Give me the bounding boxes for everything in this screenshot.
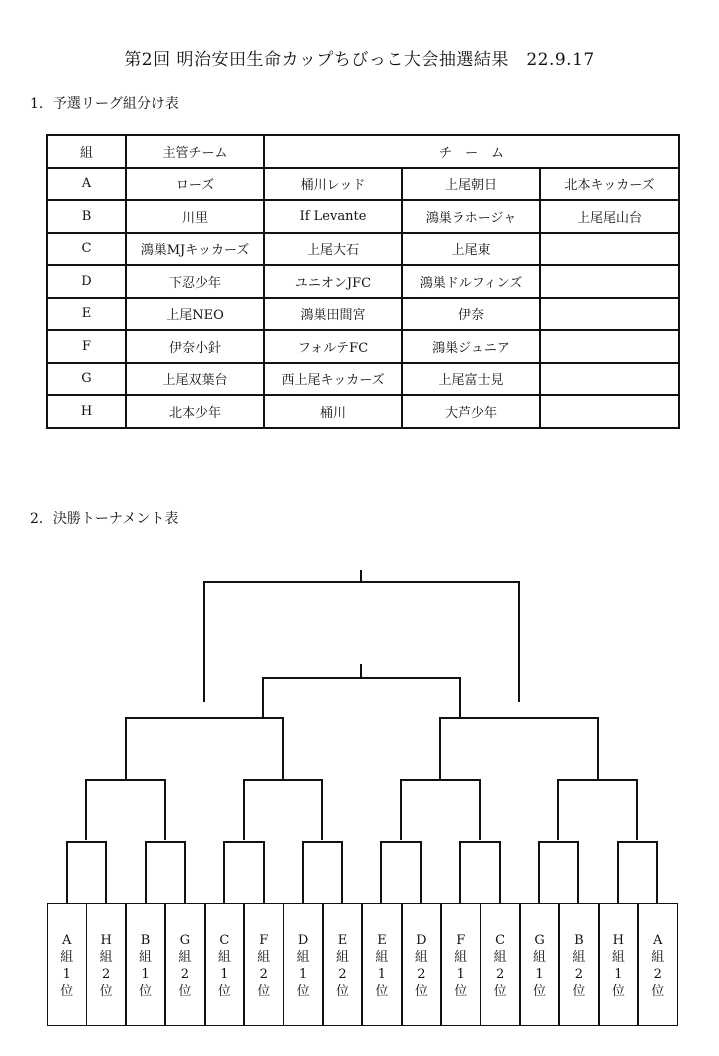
bracket-slot <box>480 903 520 1026</box>
bracket-slot-label: D組1位 <box>296 933 310 999</box>
bracket-line-r8-2 <box>244 780 322 840</box>
host-cell: 上尾双葉台 <box>126 363 264 396</box>
header-teams: チ ー ム <box>264 135 679 168</box>
bracket-slot-label: F組2位 <box>257 933 271 999</box>
team-cell: 桶川レッド <box>264 168 402 201</box>
table-row <box>47 395 679 428</box>
group-cell: D <box>47 265 126 298</box>
bracket-slot-label: H組1位 <box>611 933 625 999</box>
team-cell: 北本キッカーズ <box>540 168 679 201</box>
bracket-slot-label: C組1位 <box>217 933 231 999</box>
bracket-line-quarter-left <box>126 718 283 780</box>
bracket-line-semifinal <box>204 582 519 702</box>
group-table <box>46 134 680 429</box>
bracket-slot <box>205 903 245 1026</box>
bracket-line-r16-5 <box>381 842 421 903</box>
bracket-slot <box>126 903 166 1026</box>
team-cell: 上尾富士見 <box>402 363 540 396</box>
bracket-slot <box>402 903 442 1026</box>
bracket-slot <box>520 903 560 1026</box>
header-group: 組 <box>47 135 126 168</box>
section-label-group-league: 1．予選リーグ組分け表 <box>30 96 179 112</box>
team-cell <box>540 265 679 298</box>
bracket-line-r8-3 <box>401 780 480 840</box>
team-cell: 伊奈 <box>402 298 540 331</box>
bracket-slot-label: E組2位 <box>336 933 350 999</box>
bracket-slot-label: F組1位 <box>454 933 468 999</box>
bracket-line-r8-1 <box>86 780 165 840</box>
team-cell: 西上尾キッカーズ <box>264 363 402 396</box>
host-cell: 上尾NEO <box>126 298 264 331</box>
bracket-line-r16-1 <box>67 842 106 903</box>
host-cell: 川里 <box>126 200 264 233</box>
team-cell: ユニオンJFC <box>264 265 402 298</box>
group-cell: C <box>47 233 126 266</box>
team-cell: フォルテFC <box>264 330 402 363</box>
table-row <box>47 298 679 331</box>
bracket-slot <box>323 903 363 1026</box>
bracket-line-r8-4 <box>558 780 637 840</box>
team-cell: 上尾朝日 <box>402 168 540 201</box>
team-cell: 大芦少年 <box>402 395 540 428</box>
bracket-line-third-place <box>263 678 460 718</box>
bracket-slot-label: E組1位 <box>375 933 389 999</box>
group-cell: B <box>47 200 126 233</box>
bracket-slot-label: A組2位 <box>651 933 665 999</box>
bracket-slot <box>244 903 284 1026</box>
team-cell: 鴻巣ジュニア <box>402 330 540 363</box>
host-cell: 鴻巣MJキッカーズ <box>126 233 264 266</box>
group-cell: A <box>47 168 126 201</box>
table-row <box>47 330 679 363</box>
bracket-line-r16-2 <box>146 842 185 903</box>
team-cell: 上尾東 <box>402 233 540 266</box>
bracket-slot <box>47 903 87 1026</box>
bracket-line-r16-3 <box>224 842 264 903</box>
team-cell: 桶川 <box>264 395 402 428</box>
host-cell: ローズ <box>126 168 264 201</box>
bracket-line-quarter-right <box>440 718 598 780</box>
table-row <box>47 265 679 298</box>
bracket-slot <box>165 903 205 1026</box>
bracket-slot-label: A組1位 <box>60 933 74 999</box>
bracket-slot-label: B組2位 <box>572 933 586 999</box>
team-cell: 鴻巣ドルフィンズ <box>402 265 540 298</box>
bracket-slot <box>599 903 639 1026</box>
header-host-team: 主管チーム <box>126 135 264 168</box>
bracket-line-r16-7 <box>539 842 578 903</box>
bracket-line-r16-6 <box>460 842 500 903</box>
team-cell <box>540 395 679 428</box>
team-cell <box>540 298 679 331</box>
team-cell: 上尾尾山台 <box>540 200 679 233</box>
group-cell: G <box>47 363 126 396</box>
team-cell <box>540 233 679 266</box>
bracket-slot-label: G組2位 <box>178 933 192 999</box>
team-cell: 鴻巣田間宮 <box>264 298 402 331</box>
table-row <box>47 363 679 396</box>
group-cell: H <box>47 395 126 428</box>
bracket-slot-label: B組1位 <box>139 933 153 999</box>
host-cell: 北本少年 <box>126 395 264 428</box>
team-cell <box>540 330 679 363</box>
group-cell: E <box>47 298 126 331</box>
team-cell <box>540 363 679 396</box>
team-cell: 鴻巣ラホージャ <box>402 200 540 233</box>
table-header-row <box>47 135 679 168</box>
tournament-bracket <box>0 560 719 905</box>
bracket-slot <box>559 903 599 1026</box>
table-row <box>47 200 679 233</box>
bracket-slot-label: G組1位 <box>533 933 547 999</box>
group-cell: F <box>47 330 126 363</box>
bracket-slot <box>283 903 323 1026</box>
table-row <box>47 168 679 201</box>
page-title: 第2回 明治安田生命カップちびっこ大会抽選結果 22.9.17 <box>124 50 595 70</box>
bracket-slot <box>362 903 402 1026</box>
bracket-slot <box>86 903 126 1026</box>
bracket-slot-label: C組2位 <box>493 933 507 999</box>
team-cell: 上尾大石 <box>264 233 402 266</box>
section-label-tournament: 2．決勝トーナメント表 <box>30 511 179 527</box>
team-cell: If Levante <box>264 200 402 233</box>
bracket-slot-label: H組2位 <box>99 933 113 999</box>
bracket-slot <box>441 903 481 1026</box>
bracket-line-r16-8 <box>618 842 657 903</box>
host-cell: 下忍少年 <box>126 265 264 298</box>
bracket-slot-label: D組2位 <box>414 933 428 999</box>
table-row <box>47 233 679 266</box>
bracket-slot <box>638 903 678 1026</box>
bracket-line-r16-4 <box>303 842 342 903</box>
host-cell: 伊奈小針 <box>126 330 264 363</box>
